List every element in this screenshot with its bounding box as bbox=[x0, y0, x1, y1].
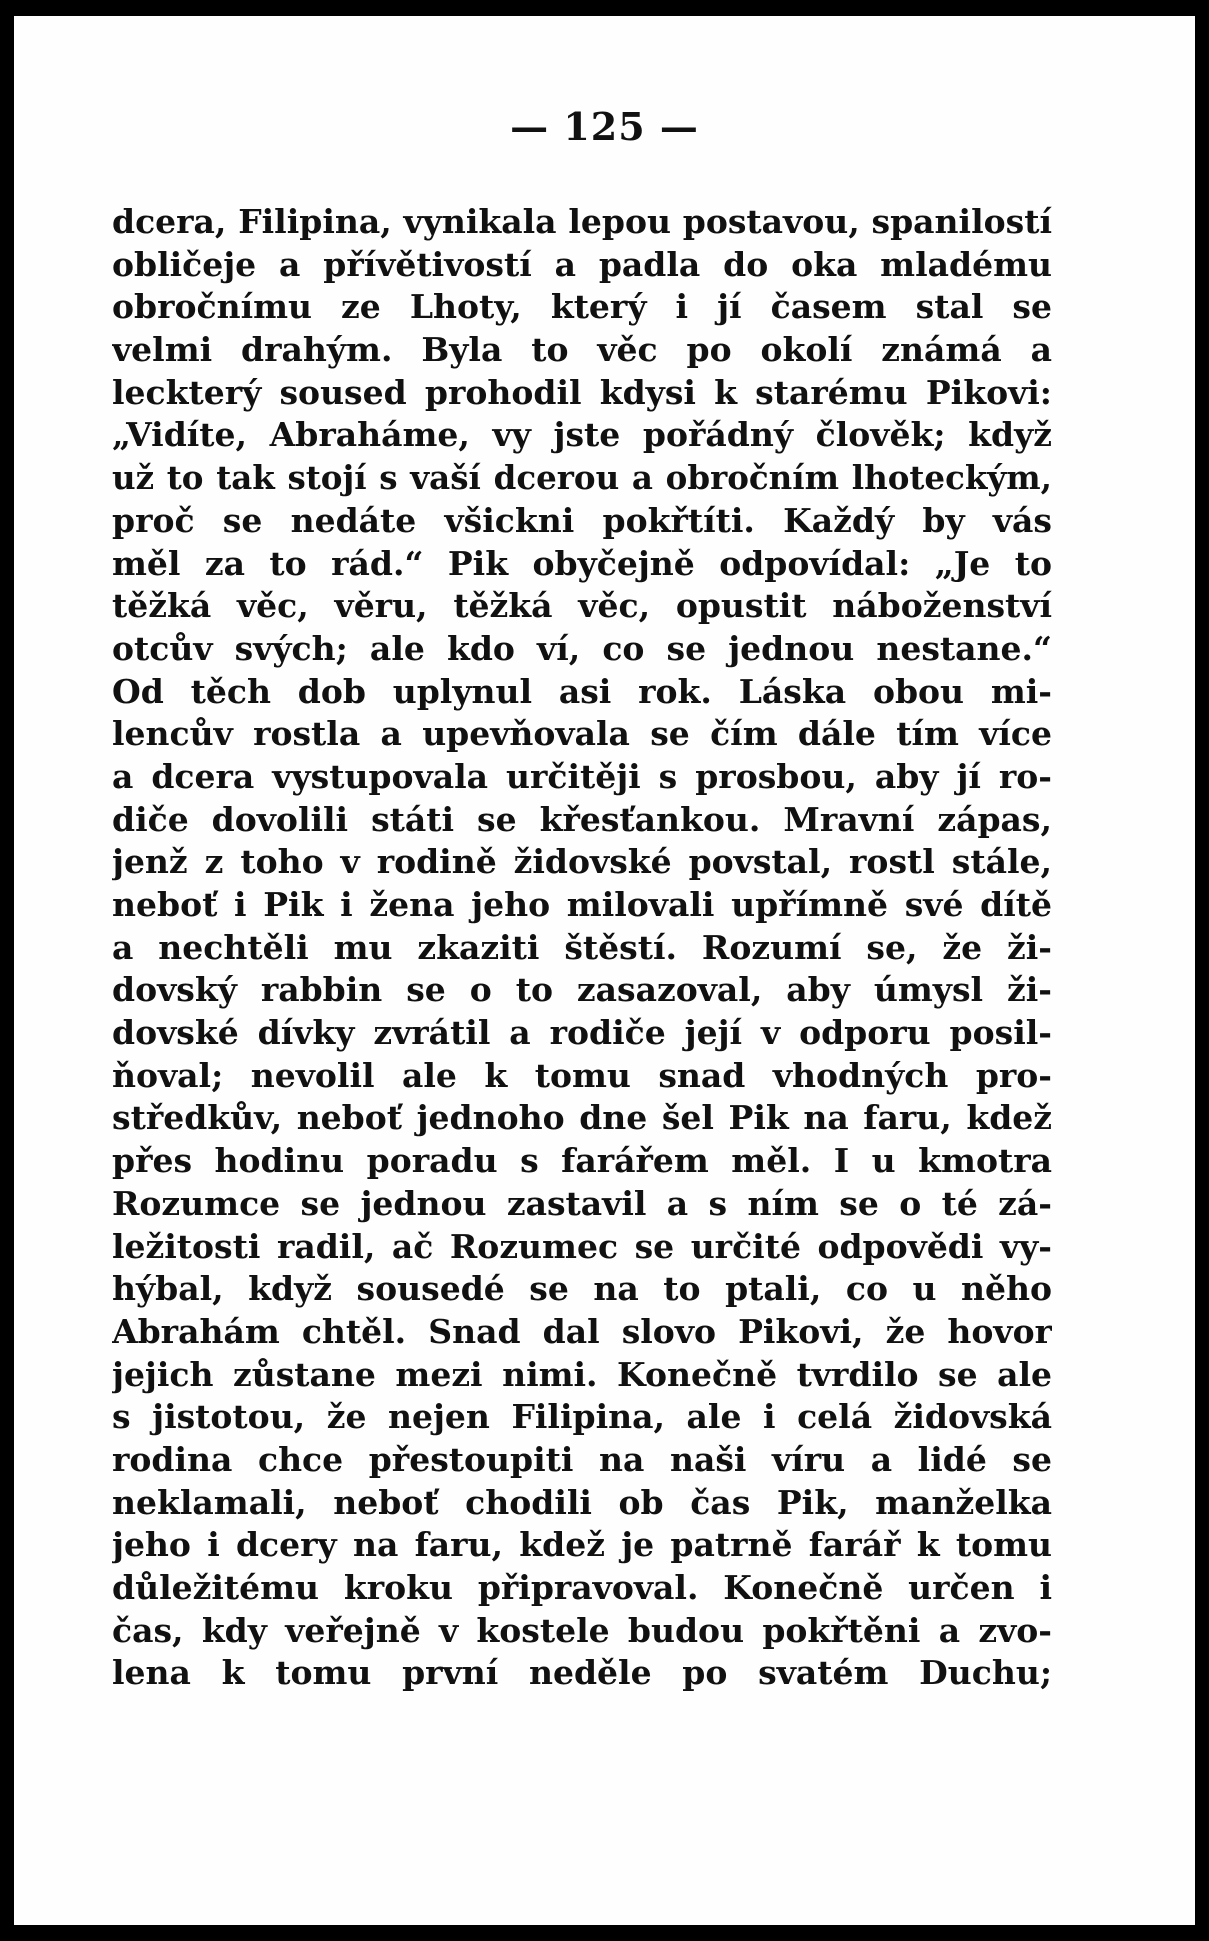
text-line: proč se nedáte všickni pokřtíti. Každý by vás bbox=[112, 500, 1052, 540]
text-line: těžká věc, věru, těžká věc, opustit náboženství bbox=[112, 586, 1052, 626]
text-line: Rozumce se jednou zastavil a s ním se o té zá- bbox=[112, 1183, 1052, 1223]
book-page bbox=[14, 16, 1195, 1925]
page-number: — 125 — bbox=[510, 104, 699, 149]
text-line: jejich zůstane mezi nimi. Konečně tvrdilo se ale bbox=[112, 1354, 1052, 1394]
text-line: lencův rostla a upevňovala se čím dále tím více bbox=[112, 714, 1052, 754]
text-line: velmi drahým. Byla to věc po okolí známá a bbox=[112, 330, 1052, 370]
text-line: dovské dívky zvrátil a rodiče její v odporu posil- bbox=[112, 1013, 1052, 1053]
text-line: středkův, neboť jednoho dne šel Pik na faru, kdež bbox=[112, 1098, 1052, 1138]
text-line: obličeje a přívětivostí a padla do oka mladému bbox=[112, 244, 1052, 284]
text-line: „Vidíte, Abraháme, vy jste pořádný člověk; když bbox=[112, 415, 1052, 455]
text-line: ňoval; nevolil ale k tomu snad vhodných pro- bbox=[112, 1055, 1052, 1095]
text-line: a nechtěli mu zkaziti štěstí. Rozumí se, že ži- bbox=[112, 927, 1052, 967]
text-line: důležitému kroku připravoval. Konečně určen i bbox=[112, 1568, 1052, 1607]
body-text bbox=[112, 201, 1052, 1695]
text-line: dcera, Filipina, vynikala lepou postavou, spanilostí bbox=[112, 202, 1052, 241]
text-line: neboť i Pik i žena jeho milovali upřímně své dítě bbox=[112, 885, 1052, 924]
text-line: čas, kdy veřejně v kostele budou pokřtěni a zvo- bbox=[112, 1610, 1052, 1650]
text-line: Abrahám chtěl. Snad dal slovo Pikovi, že hovor bbox=[112, 1311, 1052, 1351]
text-line: přes hodinu poradu s farářem měl. I u kmotra bbox=[112, 1141, 1052, 1181]
text-line: obročnímu ze Lhoty, který i jí časem stal se bbox=[112, 287, 1052, 327]
text-line: jeho i dcery na faru, kdež je patrně farář k tomu bbox=[112, 1525, 1052, 1565]
text-line: a dcera vystupovala určitěji s prosbou, aby jí ro- bbox=[112, 756, 1052, 796]
text-line: dovský rabbin se o to zasazoval, aby úmysl ži- bbox=[112, 970, 1052, 1010]
text-line: rodina chce přestoupiti na naši víru a lidé se bbox=[112, 1439, 1052, 1479]
text-line: leckterý soused prohodil kdysi k starému Pikovi: bbox=[112, 372, 1052, 412]
text-line: už to tak stojí s vaší dcerou a obročním lhoteckým, bbox=[112, 458, 1052, 498]
text-line: měl za to rád.“ Pik obyčejně odpovídal: „Je to bbox=[112, 543, 1052, 583]
text-line: hýbal, když sousedé se na to ptali, co u něho bbox=[112, 1269, 1052, 1309]
text-line: ležitosti radil, ač Rozumec se určité odpovědi vy- bbox=[112, 1226, 1052, 1266]
text-line: Od těch dob uplynul asi rok. Láska obou mi- bbox=[112, 671, 1052, 711]
text-line: neklamali, neboť chodili ob čas Pik, manželka bbox=[112, 1482, 1052, 1522]
text-line: jenž z toho v rodině židovské povstal, rostl stále, bbox=[112, 842, 1052, 882]
text-line: s jistotou, že nejen Filipina, ale i celá židovská bbox=[112, 1397, 1052, 1437]
text-line: lena k tomu první neděle po svatém Duchu; bbox=[112, 1653, 1052, 1693]
text-line: otcův svých; ale kdo ví, co se jednou nestane.“ bbox=[112, 628, 1052, 668]
text-line: diče dovolili státi se křesťankou. Mravní zápas, bbox=[112, 799, 1052, 839]
